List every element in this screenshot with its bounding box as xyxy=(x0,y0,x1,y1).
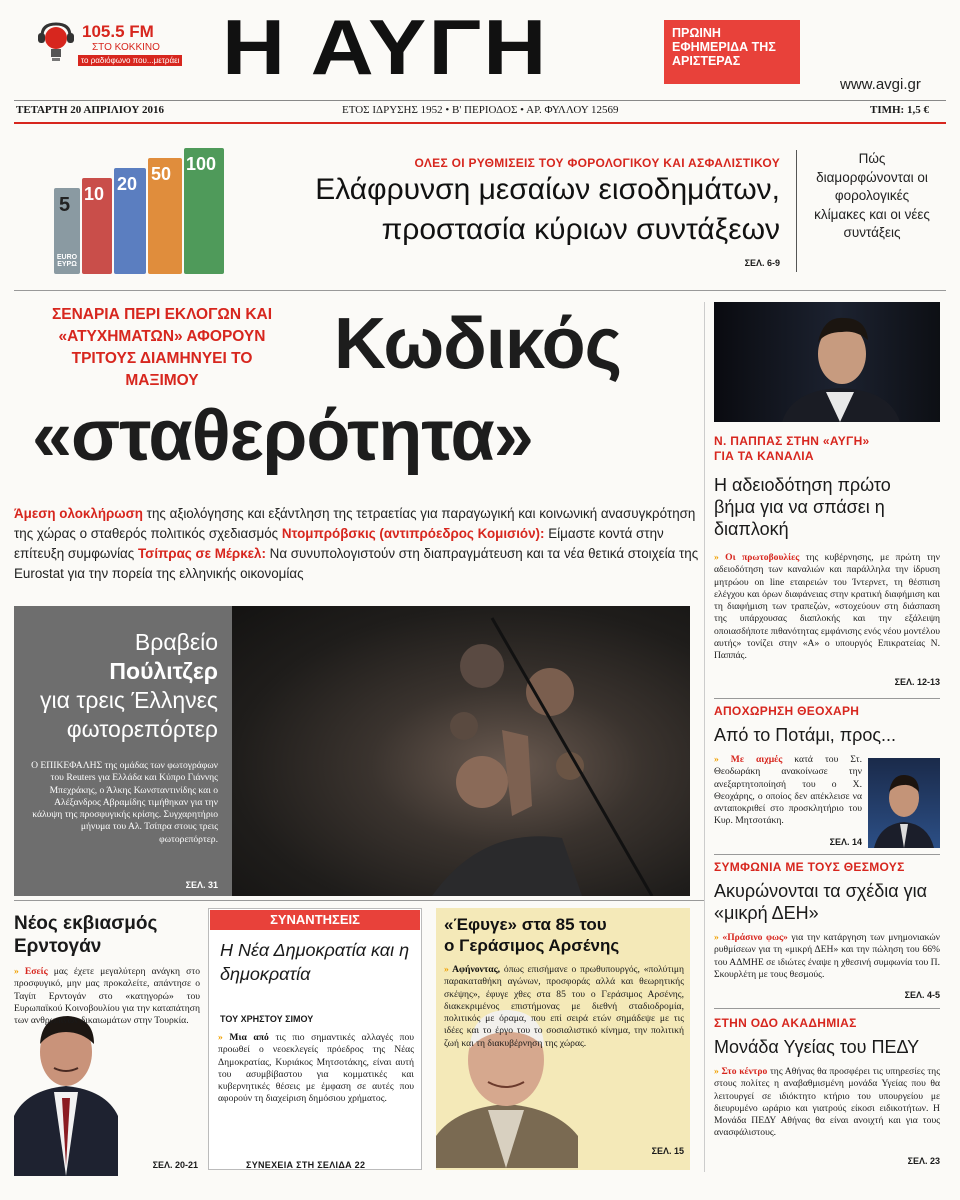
arsenis-headline-line-1: «Έφυγε» στα 85 του xyxy=(444,915,607,934)
radio-frequency: 105.5 FM xyxy=(82,22,154,41)
pulitzer-headline[interactable] xyxy=(14,628,218,744)
dei-text: για την κατάργηση των μνημονιακών ρυθμίσεων για τη «μικρή ΔΕΗ» και την πώληση του 66% του ΑΔΜΗΕ σε ιδιώτες έναψε η χθεσινή συμφωνία του Π. Σκουρλέτη με τους θεσμούς. xyxy=(714,932,940,980)
pedy-body xyxy=(714,1066,940,1140)
pappas-text: της κυβέρνησης, με πρώτη την αδειοδότηση των καναλιών και παράλληλα την ίδρυση μητρώου on line εταιρειών του Ίντερνετ, τη θέσπιση ελέγχου και όρων διαφάνειας στην κρατική διαφήμιση και τη διαφήμιση των τραπεζών, «στοχεύουν στη διάσπαση της υπάρχουσας διαπλοκής και την εξάλειψη οποιασδήποτε πιθανότητας εμφάνισης ενός νέου μοντέλου αυτής» τονίζει στην «Α» ο υπουργός Επικρατείας Ν. Παππάς. xyxy=(714,552,940,662)
pappas-kicker-line-1: Ν. ΠΑΠΠΑΣ ΣΤΗΝ «ΑΥΓΗ» xyxy=(714,434,870,448)
pulitzer-body: Ο ΕΠΙΚΕΦΑΛΗΣ της ομάδας των φωτογράφων του Reuters για Ελλάδα και Κύπρο Γιάννης Μπεχράκης, ο Άλκης Κωνσταντινίδης και ο Αλέξανδρος Αβραμίδης τιμήθηκαν για την κάλυψη της προσφυγικής κρίσης. Συγχαρητήριο μήνυμα του Αλ. Τσίπρα στους τρεις φωτορεπόρτερ. xyxy=(31,760,218,845)
theoxari-headline[interactable]: Από το Ποτάμι, προς... xyxy=(714,725,897,745)
pulitzer-h1: Βραβείο xyxy=(134,629,218,655)
erdogan-page-ref: ΣΕΛ. 20-21 xyxy=(152,1160,198,1170)
synantiseis-author: ΤΟΥ ΧΡΗΣΤΟΥ ΣΙΜΟΥ xyxy=(220,1014,314,1024)
refugees-photo xyxy=(232,606,690,896)
main-headline-line-1: Κωδικός xyxy=(334,304,622,384)
note-10: 10 xyxy=(82,178,112,274)
pedy-kicker: ΣΤΗΝ ΟΔΟ ΑΚΑΔΗΜΙΑΣ xyxy=(714,1016,857,1030)
main-body-dombrovskis: Ντομπρόβσκις (αντιπρόεδρος Κομισιόν): xyxy=(281,526,545,541)
erdogan-headline[interactable]: Νέος εκβιασμός Ερντογάν xyxy=(14,913,158,957)
arsenis-text: όπως επισήμανε ο πρωθυπουργός, «πολύτιμη παρακαταθήκη αγώνων, προσφοράς αλλά και θεωρητικής σκέψης», έφυγε χθες στα 85 του ο Γεράσιμος Αρσένης, διακεκριμένος επιστήμονας με διεθνή σταδιοδρομία, πολιτικός με όραμα, που επί σειρά ετών σημάδεψε με τις ιδέες και το έργο του το σοσιαλιστικό κίνημα, την πολιτική ζωή και τη διακυβέρνηση της χώρας. xyxy=(444,964,684,1049)
pappas-photo xyxy=(714,302,940,422)
arsenis-page-ref: ΣΕΛ. 15 xyxy=(651,1146,684,1156)
pappas-kicker-line-2: ΓΙΑ ΤΑ ΚΑΝΑΛΙΑ xyxy=(714,449,814,463)
pulitzer-h3: για τρεις Έλληνες xyxy=(40,687,218,713)
synantiseis-headline[interactable]: Η Νέα Δημοκρατία και η δημοκρατία xyxy=(220,940,410,984)
synantiseis-body xyxy=(218,1032,414,1106)
dei-lead: » «Πράσινο φως» xyxy=(714,932,788,943)
main-body-lead: Άμεση ολοκλήρωση xyxy=(14,506,143,521)
pappas-page-ref: ΣΕΛ. 12-13 xyxy=(894,677,940,687)
website[interactable]: www.avgi.gr xyxy=(840,76,921,93)
main-body[interactable] xyxy=(14,504,702,584)
issue-date: ΤΕΤΑΡΤΗ 20 ΑΠΡΙΛΙΟΥ 2016 xyxy=(16,104,165,116)
dei-body xyxy=(714,932,940,981)
tagline-box: ΠΡΩΙΝΗ ΕΦΗΜΕΡΙΔΑ ΤΗΣ ΑΡΙΣΤΕΡΑΣ xyxy=(664,20,800,84)
pulitzer-h2: Πούλιτζερ xyxy=(109,658,218,684)
newspaper-title[interactable]: Η ΑΥΓΗ xyxy=(222,3,549,91)
synantiseis-lead: » Μια από xyxy=(218,1032,269,1043)
main-kicker: ΣΕΝΑΡΙΑ ΠΕΡΙ ΕΚΛΟΓΩΝ ΚΑΙ «ΑΤΥΧΗΜΑΤΩΝ» ΑΦΟΡΟΥΝ ΤΡΙΤΟΥΣ ΔΙΑΜΗΝΥΕΙ ΤΟ ΜΑΞΙΜΟΥ xyxy=(51,306,273,389)
right-column-divider xyxy=(704,302,705,1172)
theoxari-body xyxy=(714,754,862,828)
main-body-tsipras: Τσίπρας σε Μέρκελ: xyxy=(137,546,266,561)
synantiseis-text: τις πιο σημαντικές αλλαγές που προωθεί ο νεοεκλεγείς πρόεδρος της Νέας Δημοκρατίας, Κυριάκος Μητσοτάκης, είναι αυτή του ασυμβίβαστου για κομματικές και κυβερνητικές θέσεις με έμφαση σε αυτές που αφορούν τη διαχείριση δημόσιου χρήματος. xyxy=(218,1032,414,1105)
theoxari-photo xyxy=(868,758,940,848)
note-5: 5 xyxy=(54,188,80,274)
rule-photo-bottom xyxy=(14,900,704,901)
note-100: 100 xyxy=(184,148,224,274)
note-50: 50 xyxy=(148,158,182,274)
radio-name: ΣΤΟ ΚΟΚΚΙΝΟ xyxy=(92,42,160,53)
main-body-text-2: Είμαστε κοντά στην επίτευξη συμφωνίας xyxy=(14,526,664,561)
pedy-page-ref: ΣΕΛ. 23 xyxy=(907,1156,940,1166)
banner-rule xyxy=(14,290,946,291)
theoxari-text: κατά του Στ. Θεοδωράκη ανακοίνωσε την ανεξαρτητοποίησή του ο Χ. Θεοχάρης, ο οποίος δεν απέκλεισε να ανταποκριθεί στο προσκλητήριο του Κυρ. Μητσοτάκη. xyxy=(714,754,862,827)
radio-tagline: το ραδιόφωνο που...μετράει xyxy=(78,55,182,66)
main-body-text-1: της αξιολόγησης και εξάντληση της τετραετίας για παραγωγική και κοινωνική ανασυγκρότηση της χώρας ο σταθερός πολιτικός σχεδιασμός xyxy=(14,506,696,541)
theoxari-lead: » Με αιχμές xyxy=(714,754,782,765)
banner-headline-line-2: προστασία κύριων συντάξεων xyxy=(381,213,780,246)
theoxari-kicker: ΑΠΟΧΩΡΗΣΗ ΘΕΟΧΑΡΗ xyxy=(714,704,860,718)
arsenis-body xyxy=(444,964,684,1050)
arsenis-lead: » Αφήνοντας, xyxy=(444,964,500,975)
radio-logo[interactable] xyxy=(34,18,184,74)
dei-kicker: ΣΥΜΦΩΝΙΑ ΜΕ ΤΟΥΣ ΘΕΣΜΟΥΣ xyxy=(714,860,905,874)
banner-page-ref: ΣΕΛ. 6-9 xyxy=(744,258,780,268)
synantiseis-label: ΣΥΝΑΝΤΗΣΕΙΣ xyxy=(210,910,420,930)
masthead-rule-bottom xyxy=(14,122,946,124)
main-body-text-3: Να συνυπολογιστούν στη διαπραγμάτευση και τα νέα θετικά στοιχεία της Eurostat για την πορεία της ελληνικής οικονομίας xyxy=(14,546,699,581)
masthead-rule-top xyxy=(14,100,946,101)
banner-side-text[interactable]: Πώς διαμορφώνονται οι φορολογικές κλίμακες και οι νέες συντάξεις xyxy=(814,151,930,240)
banner-divider xyxy=(796,150,797,272)
arsenis-headline-line-2: ο Γεράσιμος Αρσένης xyxy=(444,936,620,955)
rule-theoxari xyxy=(714,854,940,855)
note-20: 20 xyxy=(114,168,146,274)
erdogan-lead: » Εσείς xyxy=(14,966,48,977)
pulitzer-h4: φωτορεπόρτερ xyxy=(66,716,218,742)
arsenis-headline[interactable] xyxy=(444,914,684,956)
note-text: EURO ΕΥΡΩ xyxy=(56,254,78,268)
pedy-lead: » Στο κέντρο xyxy=(714,1066,767,1077)
rule-pappas xyxy=(714,698,940,699)
pappas-body xyxy=(714,552,940,663)
erdogan-text: μας έχετε μεγαλύτερη ανάγκη στο προσφυγικό, μην μας προκαλείτε, απάντησε ο Ταγίπ Ερντογάν στο «κατηγορώ» του Ευρωπαϊκού Κοινοβουλίου για την καταπάτηση των ανθρωπίνων δικαιωμάτων στην Τουρκία. xyxy=(14,966,200,1027)
synantiseis-continue[interactable]: ΣΥΝΕΧΕΙΑ ΣΤΗ ΣΕΛΙΔΑ 22 xyxy=(246,1160,366,1170)
theoxari-page-ref: ΣΕΛ. 14 xyxy=(829,837,862,847)
pappas-headline[interactable]: Η αδειοδότηση πρώτο βήμα για να σπάσει η διαπλοκή xyxy=(714,475,891,539)
main-headline-line-2: «σταθερότητα» xyxy=(32,396,533,476)
banner-headline[interactable] xyxy=(234,170,780,250)
erdogan-body xyxy=(14,966,200,1027)
price: ΤΙΜΗ: 1,5 € xyxy=(870,104,929,116)
issue-info: ΕΤΟΣ ΙΔΡΥΣΗΣ 1952 • Β' ΠΕΡΙΟΔΟΣ • ΑΡ. ΦΥΛΛΟΥ 12569 xyxy=(342,104,619,116)
erdogan-photo xyxy=(14,1006,118,1176)
pulitzer-page-ref: ΣΕΛ. 31 xyxy=(185,880,218,890)
banner-headline-line-1: Ελάφρυνση μεσαίων εισοδημάτων, xyxy=(315,173,780,206)
dei-headline[interactable]: Ακυρώνονται τα σχέδια για «μικρή ΔΕΗ» xyxy=(714,881,928,923)
banner-kicker: ΟΛΕΣ ΟΙ ΡΥΘΜΙΣΕΙΣ ΤΟΥ ΦΟΡΟΛΟΓΙΚΟΥ ΚΑΙ ΑΣΦΑΛΙΣΤΙΚΟΥ xyxy=(414,156,780,170)
rule-dei xyxy=(714,1008,940,1009)
pedy-text: της Αθήνας θα προσφέρει τις υπηρεσίες της στους πολίτες η αναβαθμισμένη μονάδα Υγείας που θα λειτουργεί σε ιδιόκτητο κτήριο του υπουργείου με διευρυμένο ωράριο και γιατρούς είκοσι ειδικοτήτων. Η Μονάδα ΠΕΔΥ Αθήνας θα είναι ανοιχτή και για τους ανασφάλιστους. xyxy=(714,1066,940,1139)
bulb-radio-icon xyxy=(34,20,78,66)
pedy-headline[interactable]: Μονάδα Υγείας του ΠΕΔΥ xyxy=(714,1037,920,1057)
dei-page-ref: ΣΕΛ. 4-5 xyxy=(904,990,940,1000)
pappas-kicker xyxy=(714,434,940,464)
pappas-lead: » Οι πρωτοβουλίες xyxy=(714,552,799,563)
euro-notes-illustration xyxy=(40,142,240,282)
